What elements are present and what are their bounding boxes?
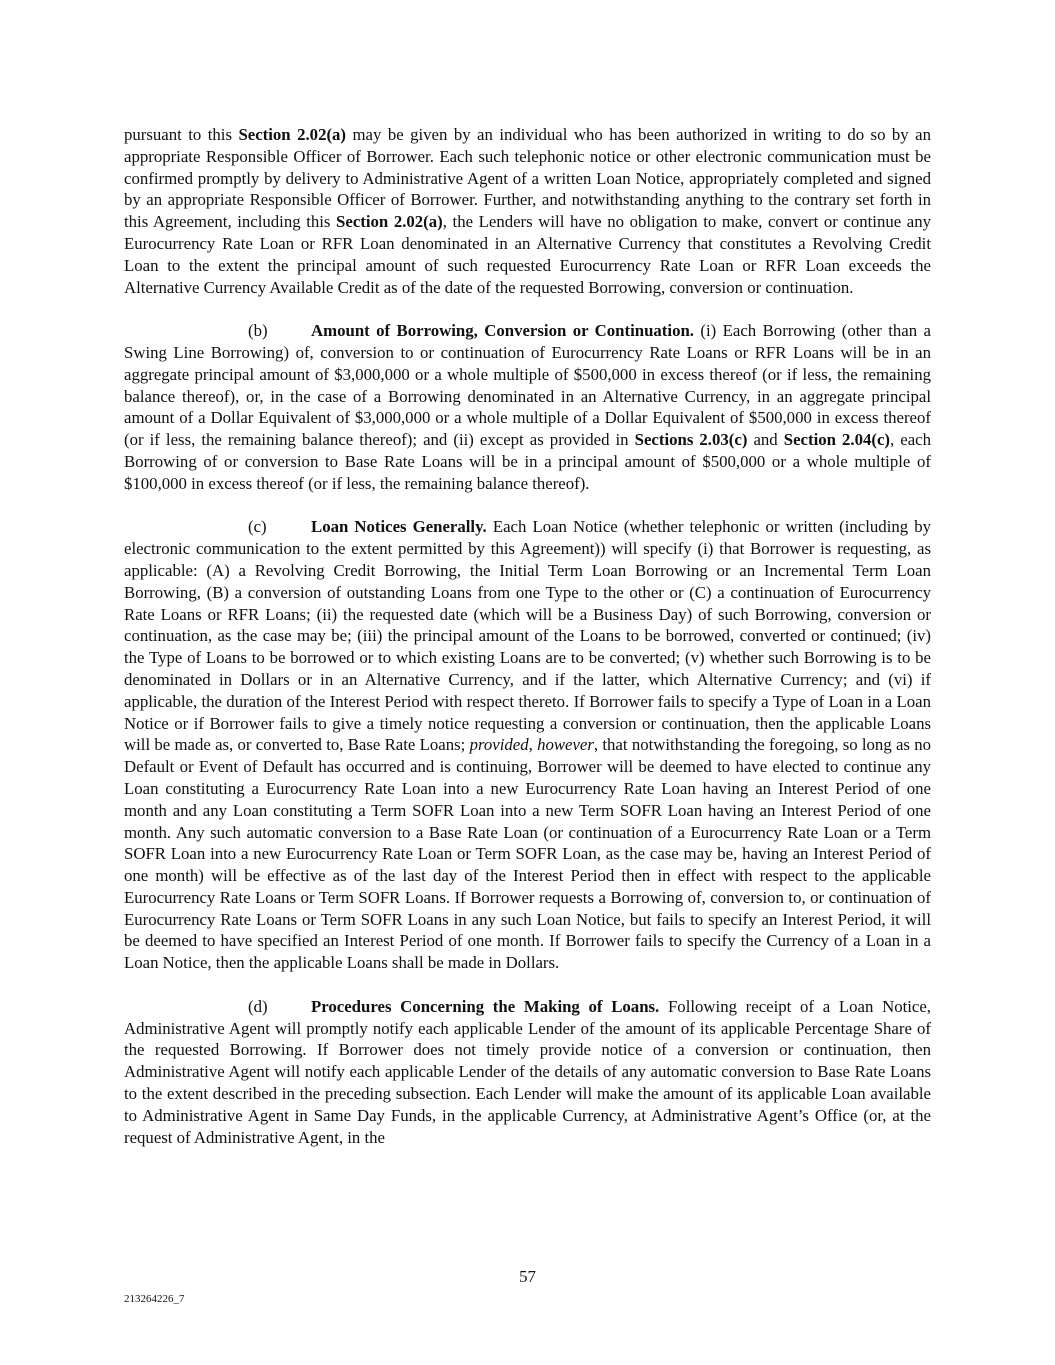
section-reference: Section 2.02(a) [336,212,443,232]
section-reference: Sections 2.03(c) [634,430,748,450]
text-run: , [528,735,538,755]
italic-term: however [537,735,594,755]
text-run: , each Borrowing of or conversion to Base Rate Loans will be in a principal amount of $500,000 or a whole multiple of $100,000 in excess thereof (or if less, the remaining balance thereof). [124,430,931,493]
paragraph-d [124,996,931,1149]
paragraph-heading: Loan Notices Generally. [311,517,487,537]
text-run: Each Loan Notice (whether telephonic or written (including by electronic communication to the extent permitted by this Agreement)) will specify (i) that Borrower is requesting, as applicable: (A) a Revolving Credit Borrowing, the Initial Term Loan Borrowing or an Incremental Term Loan Borrowing, (B) a conversion of outstanding Loans from one Type to the other or (C) a continuation of Eurocurrency Rate Loans or RFR Loans; (ii) the requested date (which will be a Business Day) of such Borrowing, conversion or continuation, as the case may be; (iii) the principal amount of the Loans to be borrowed, converted or continued; (iv) the Type of Loans to be borrowed or to which existing Loans are to be converted; (v) whether such Borrowing is to be denominated in Dollars or in an Alternative Currency, and if the latter, which Alternative Currency; and (vi) if applicable, the duration of the Interest Period with respect thereto. If Borrower fails to specify a Type of Loan in a Loan Notice or if Borrower fails to give a timely notice requesting a conversion or continuation, then the applicable Loans will be made as, or converted to, Base Rate Loans; [124,517,931,755]
text-run: (i) Each Borrowing (other than a Swing Line Borrowing) of, conversion to or continuation of Eurocurrency Rate Loans or RFR Loans will be in an aggregate principal amount of $3,000,000 or a whole multiple of $500,000 in excess thereof (or if less, the remaining balance thereof), or, in the case of a Borrowing denominated in an Alternative Currency, in an aggregate principal amount of a Dollar Equivalent of $3,000,000 or a whole multiple of a Dollar Equivalent of $500,000 in excess thereof (or if less, the remaining balance thereof); and (ii) except as provided in [124,321,931,450]
section-reference: Section 2.04(c) [783,430,890,450]
text-run: and [747,430,784,450]
paragraph-c [124,516,931,974]
paragraph-b [124,320,931,494]
paragraph-label: (d) [248,996,268,1016]
text-run: , that notwithstanding the foregoing, so long as no Default or Event of Default has occurred and is continuing, Borrower will be deemed to have elected to continue any Loan constituting a Eurocurrency Rate Loan into a new Eurocurrency Rate Loan having an Interest Period of one month and any Loan constituting a Term SOFR Loan into a new Term SOFR Loan having an Interest Period of one month. Any such automatic conversion to a Base Rate Loan (or continuation of a Eurocurrency Rate Loan or a Term SOFR Loan into a new Eurocurrency Rate Loan or Term SOFR Loan, as the case may be, having an Interest Period of one month) will be effective as of the last day of the Interest Period then in effect with respect to the applicable Eurocurrency Rate Loans or Term SOFR Loans. If Borrower requests a Borrowing of, conversion to, or continuation of Eurocurrency Rate Loans or Term SOFR Loans in any such Loan Notice, but fails to specify an Interest Period, it will be deemed to have specified an Interest Period of one month. If Borrower fails to specify the Currency of a Loan in a Loan Notice, then the applicable Loans shall be made in Dollars. [124,735,932,973]
text-run: may be given by an individual who has been authorized in writing to do so by an appropriate Responsible Officer of Borrower. Each such telephonic notice or other electronic communication must be confirmed promptly by delivery to Administrative Agent of a written Loan Notice, appropriately completed and signed by an appropriate Responsible Officer of Borrower. Further, and notwithstanding anything to the contrary set forth in this Agreement, including this [124,125,931,232]
text-run: pursuant to this [124,125,239,144]
italic-term: provided [469,735,529,755]
paragraph-label: (c) [248,517,267,537]
document-body [124,124,931,1148]
paragraph-heading: Amount of Borrowing, Conversion or Continuation. [311,321,694,341]
text-run: , the Lenders will have no obligation to make, convert or continue any Eurocurrency Rate Loan or RFR Loan denominated in an Alternative Currency that constitutes a Revolving Credit Loan to the extent the principal amount of such requested Eurocurrency Rate Loan or RFR Loan exceeds the Alternative Currency Available Credit as of the date of the requested Borrowing, conversion or continuation. [124,212,932,297]
paragraph-continuation [124,124,931,298]
page-number: 57 [519,1267,536,1286]
paragraph-label: (b) [248,321,268,341]
paragraph-heading: Procedures Concerning the Making of Loans. [311,996,660,1016]
text-run: Following receipt of a Loan Notice, Administrative Agent will promptly notify each applicable Lender of the amount of its applicable Percentage Share of the requested Borrowing. If Borrower does not timely provide notice of a conversion or continuation, then Administrative Agent will notify each applicable Lender of the details of any automatic conversion to Base Rate Loans to the extent described in the preceding subsection. Each Lender will make the amount of its applicable Loan available to Administrative Agent in Same Day Funds, in the applicable Currency, at Administrative Agent’s Office (or, at the request of Administrative Agent, in the [124,996,932,1147]
document-id: 213264226_7 [124,1293,185,1305]
section-reference: Section 2.02(a) [238,125,347,144]
